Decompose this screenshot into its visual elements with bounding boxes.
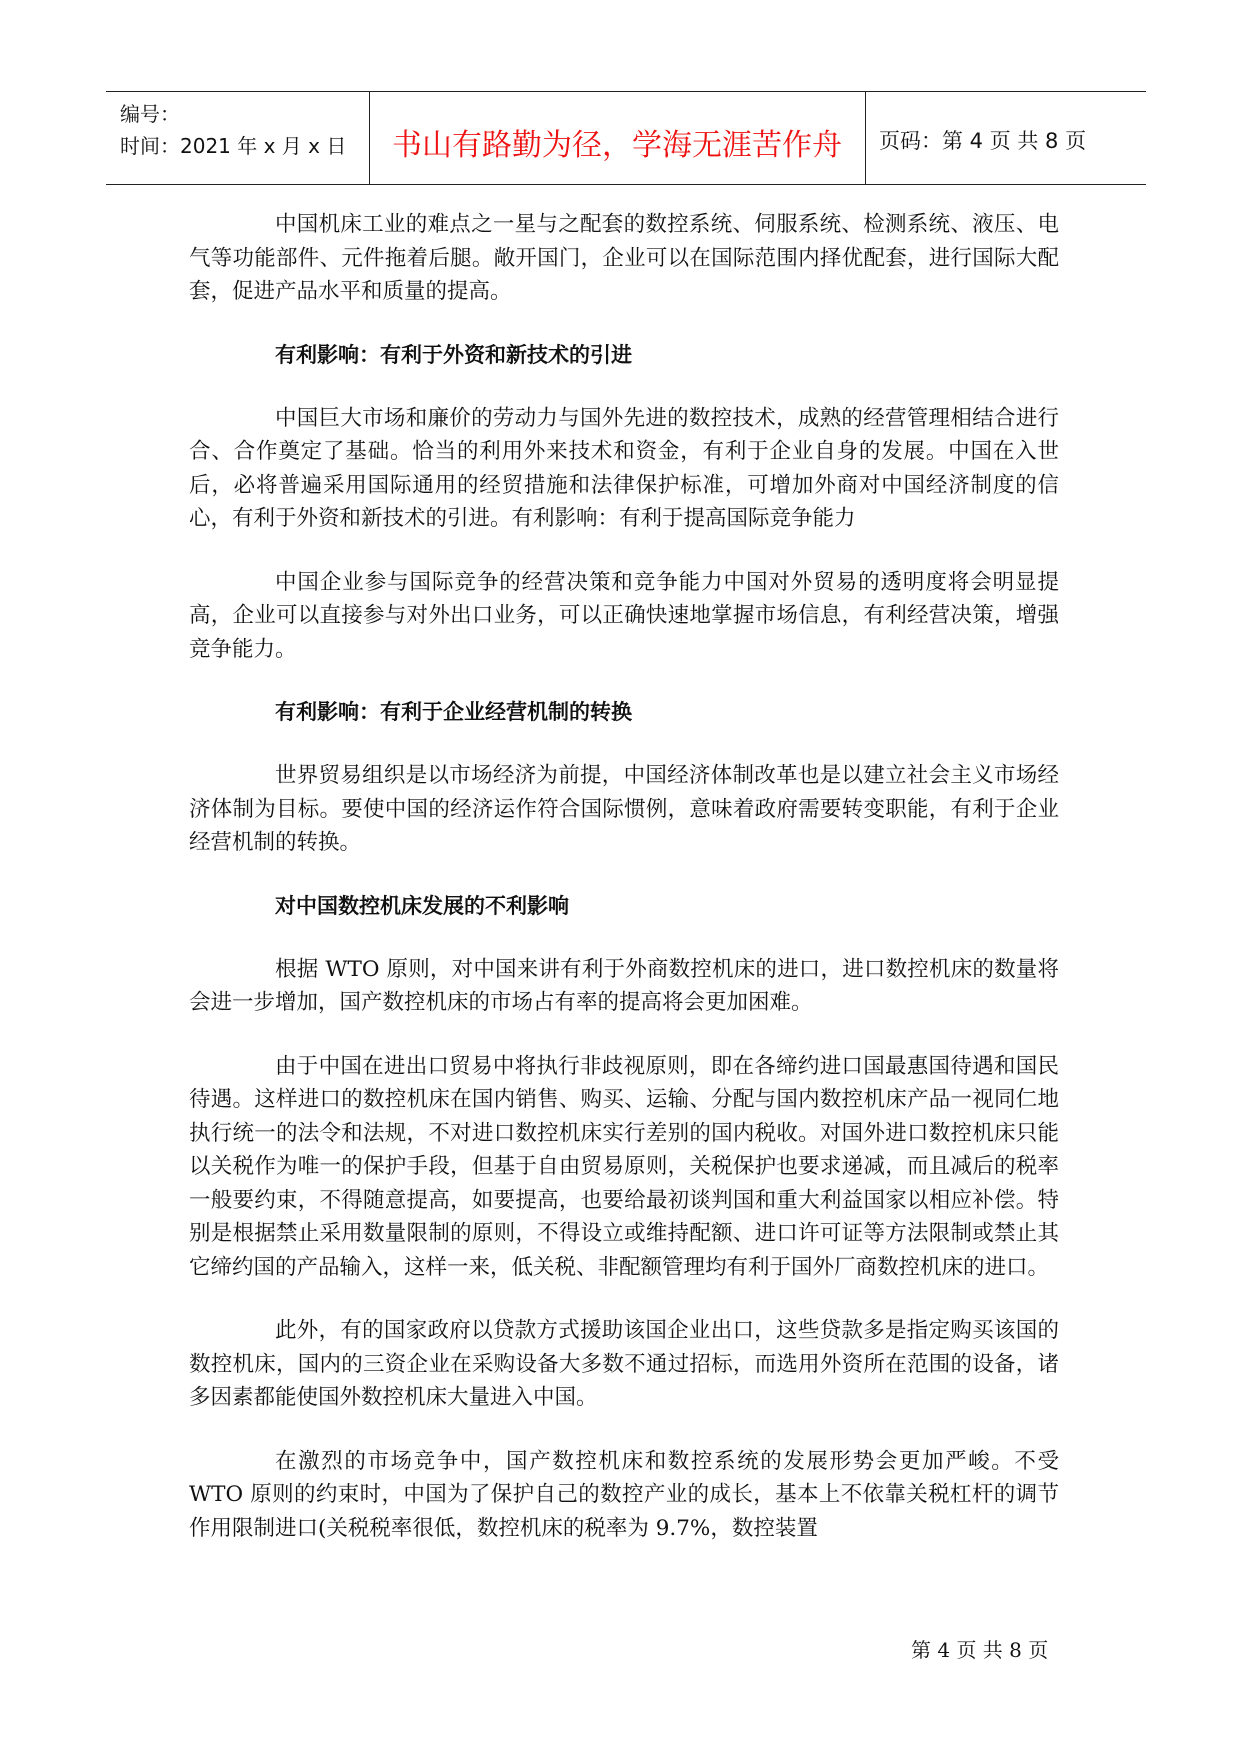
- section-heading: 有利影响：有利于外资和新技术的引进: [275, 342, 632, 367]
- number-label: 编号：: [120, 102, 180, 126]
- page-footer: 第 4 页 共 8 页: [911, 1638, 1049, 1662]
- time-label: 时间：2021 年 x 月 x 日: [120, 134, 347, 158]
- paragraph: 世界贸易组织是以市场经济为前提，中国经济体制改革也是以建立社会主义市场经济体制为目标。要使中国的经济运作符合国际惯例，意味着政府需要转变职能，有利于企业经营机制的转换。: [189, 763, 1059, 855]
- header-motto-cell: [369, 92, 866, 184]
- header-info-cell: [106, 92, 370, 184]
- document-body: [189, 208, 1059, 1575]
- paragraph: 中国巨大市场和廉价的劳动力与国外先进的数控技术，成熟的经营管理相结合进行合、合作奠定了基础。恰当的利用外来技术和资金，有利于企业自身的发展。中国在入世后，必将普遍采用国际通用的经贸措施和法律保护标准，可增加外商对中国经济制度的信心，有利于外资和新技术的引进。有利影响：有利于提高国际竞争能力: [189, 405, 1059, 531]
- header-page-cell: [865, 92, 1146, 184]
- paragraph: 在激烈的市场竞争中，国产数控机床和数控系统的发展形势会更加严峻。不受 WTO 原则的约束时，中国为了保护自己的数控产业的成长，基本上不依靠关税杠杆的调节作用限制进口(关税税率很低，数控机床的税率为 9.7%，数控装置: [189, 1448, 1059, 1541]
- document-header: [106, 91, 1146, 185]
- paragraph: 由于中国在进出口贸易中将执行非歧视原则，即在各缔约进口国最惠国待遇和国民待遇。这样进口的数控机床在国内销售、购买、运输、分配与国内数控机床产品一视同仁地执行统一的法令和法规，不对进口数控机床实行差别的国内税收。对国外进口数控机床只能以关税作为唯一的保护手段，但基于自由贸易原则，关税保护也要求递减，而且减后的税率一般要约束，不得随意提高，如要提高，也要给最初谈判国和重大利益国家以相应补偿。特别是根据禁止采用数量限制的原则，不得设立或维持配额、进口许可证等方法限制或禁止其它缔约国的产品输入，这样一来，低关税、非配额管理均有利于国外厂商数控机床的进口。: [189, 1053, 1059, 1280]
- paragraph: 中国机床工业的难点之一星与之配套的数控系统、伺服系统、检测系统、液压、电气等功能部件、元件拖着后腿。敞开国门，企业可以在国际范围内择优配套，进行国际大配套，促进产品水平和质量的提高。: [189, 212, 1059, 304]
- section-heading: 有利影响：有利于企业经营机制的转换: [275, 700, 632, 724]
- paragraph: 中国企业参与国际竞争的经营决策和竞争能力中国对外贸易的透明度将会明显提高，企业可以直接参与对外出口业务，可以正确快速地掌握市场信息，有利经营决策，增强竞争能力。: [189, 569, 1059, 662]
- page-code: 页码：第 4 页 共 8 页: [879, 129, 1087, 153]
- paragraph: 此外，有的国家政府以贷款方式援助该国企业出口，这些贷款多是指定购买该国的数控机床，国内的三资企业在采购设备大多数不通过招标，而选用外资所在范围的设备，诸多因素都能使国外数控机床大量进入中国。: [189, 1318, 1059, 1410]
- section-heading: 对中国数控机床发展的不利影响: [275, 893, 569, 918]
- motto-text: 书山有路勤为径，学海无涯苦作舟: [392, 128, 842, 163]
- paragraph: 根据 WTO 原则，对中国来讲有利于外商数控机床的进口，进口数控机床的数量将会进一步增加，国产数控机床的市场占有率的提高将会更加困难。: [189, 956, 1059, 1015]
